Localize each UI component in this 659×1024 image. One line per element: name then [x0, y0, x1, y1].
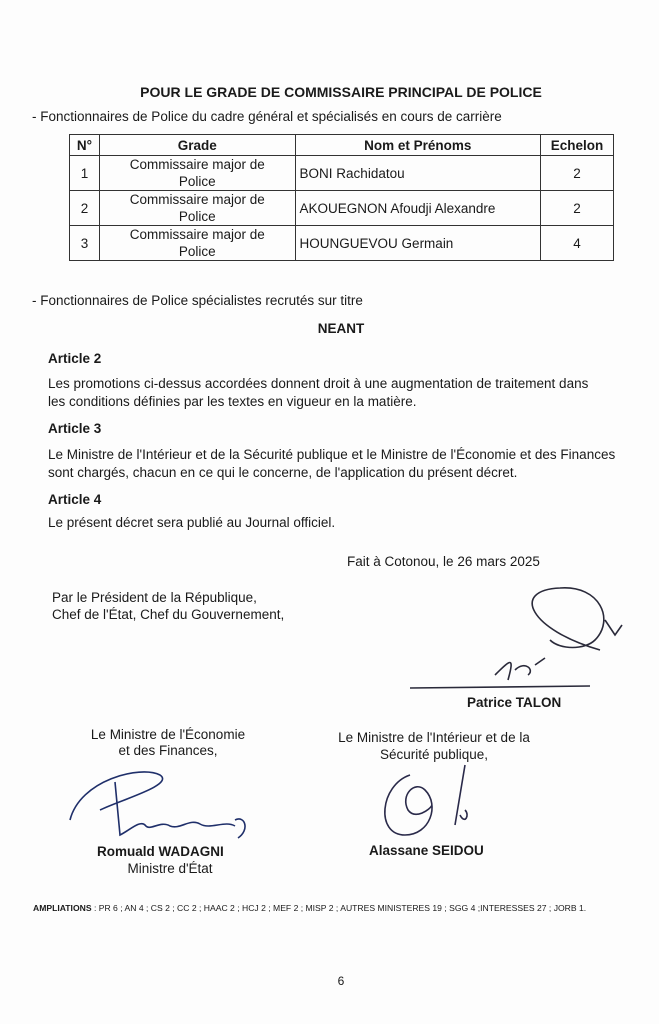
article-text: Les promotions ci-dessus accordées donnent droit à une augmentation de traitement dans: [48, 376, 589, 391]
ampliations-label: AMPLIATIONS: [33, 903, 92, 913]
grade-line: Commissaire major de: [129, 227, 265, 242]
article-text: les conditions définies par les textes en vigueur en la matière.: [48, 394, 417, 409]
president-name: Patrice TALON: [467, 695, 562, 710]
table-row: [70, 191, 614, 226]
row-number: 3: [70, 226, 100, 261]
table-row: [70, 156, 614, 191]
page-number: 6: [337, 974, 345, 988]
grade-line: Commissaire major de: [129, 157, 265, 172]
minister-eco-line: Le Ministre de l'Économie: [90, 727, 246, 742]
table-header: [70, 135, 614, 156]
ampliations-text: : PR 6 ; AN 4 ; CS 2 ; CC 2 ; HAAC 2 ; HCJ 2 ; MEF 2 ; MISP 2 ; AUTRES MINISTERES 19 ; SGG 4 ;INTERESSES 27 ; JORB 1.: [91, 903, 587, 913]
article-title: Article 2: [48, 351, 102, 366]
grade-cell: [99, 226, 295, 261]
article-text: sont chargés, chacun en ce qui le concerne, de l'application du présent décret.: [48, 465, 518, 480]
header-cell: Echelon: [541, 135, 614, 156]
president-signature: [400, 580, 630, 700]
name-cell: AKOUEGNON Afoudji Alexandre: [295, 191, 540, 226]
minister-int-line: Sécurité publique,: [379, 747, 489, 762]
grade-line: Police: [178, 174, 216, 189]
minister-int-name: Alassane SEIDOU: [369, 843, 484, 858]
minister-int-line: Le Ministre de l'Intérieur et de la: [338, 730, 530, 745]
header-cell: Nom et Prénoms: [295, 135, 540, 156]
minister-eco-name: Romuald WADAGNI: [97, 844, 224, 859]
table-row: [70, 226, 614, 261]
minister-eco-signature: [60, 760, 280, 850]
page-title: POUR LE GRADE DE COMMISSAIRE PRINCIPAL DE POLICE: [140, 84, 542, 100]
name-cell: HOUNGUEVOU Germain: [295, 226, 540, 261]
grade-line: Commissaire major de: [129, 192, 265, 207]
grade-cell: [99, 156, 295, 191]
grade-line: Police: [178, 244, 216, 259]
ampliations: [33, 900, 586, 917]
section-heading: - Fonctionnaires de Police spécialistes recrutés sur titre: [32, 293, 363, 308]
grade-line: Police: [178, 209, 216, 224]
minister-eco-line: et des Finances,: [118, 743, 218, 758]
header-cell: N°: [70, 135, 100, 156]
echelon-cell: 4: [541, 226, 614, 261]
article-text: Le Ministre de l'Intérieur et de la Sécurité publique et le Ministre de l'Économie et des Finances: [48, 447, 616, 462]
row-number: 2: [70, 191, 100, 226]
minister-int-signature: [370, 755, 500, 845]
article-title: Article 3: [48, 421, 102, 436]
promotion-table: [69, 134, 614, 261]
place-date: Fait à Cotonou, le 26 mars 2025: [347, 554, 540, 569]
echelon-cell: 2: [541, 156, 614, 191]
president-line: Chef de l'État, Chef du Gouvernement,: [52, 607, 285, 622]
neant-label: NEANT: [317, 321, 365, 336]
minister-eco-title: Ministre d'État: [127, 861, 213, 876]
president-line: Par le Président de la République,: [52, 590, 257, 605]
row-number: 1: [70, 156, 100, 191]
header-cell: Grade: [99, 135, 295, 156]
grade-cell: [99, 191, 295, 226]
section-heading: - Fonctionnaires de Police du cadre général et spécialisés en cours de carrière: [32, 109, 502, 124]
article-text: Le présent décret sera publié au Journal officiel.: [48, 515, 336, 530]
article-title: Article 4: [48, 492, 102, 507]
name-cell: BONI Rachidatou: [295, 156, 540, 191]
echelon-cell: 2: [541, 191, 614, 226]
